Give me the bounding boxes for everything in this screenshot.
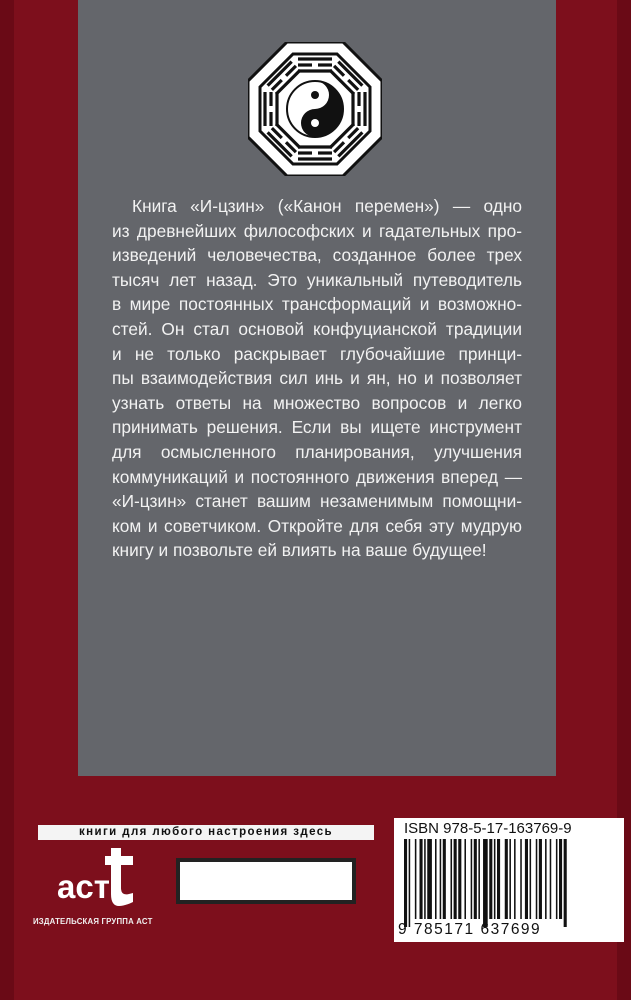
description-line: из древнейших философских и гадательных про- — [112, 220, 522, 241]
description-line: тысяч лет назад. Это уникальный путеводитель — [112, 269, 522, 290]
description-line: для осмысленного планирования, улучшения — [112, 441, 522, 462]
slogan-banner: книги для любого настроения здесь — [38, 825, 374, 840]
description-line: в мире постоянных трансформаций и возможно- — [112, 294, 522, 315]
bagua-yin-yang-icon — [248, 42, 382, 176]
description-line: изведений человечества, созданное более трех — [112, 245, 522, 266]
description-line: и не только раскрывает глубочайшие принци- — [112, 343, 522, 364]
description-line: узнать ответы на множество вопросов и легко — [112, 392, 522, 413]
description-line: пы взаимодействия сил инь и ян, но и позволяет — [112, 368, 522, 389]
barcode-icon — [404, 839, 612, 927]
logo-text: аст — [57, 868, 110, 905]
description-line: Книга «И-цзин» («Канон перемен») — одно — [132, 196, 522, 216]
publisher-name: ИЗДАТЕЛЬСКАЯ ГРУППА АСТ — [33, 917, 153, 926]
price-sticker-box — [176, 858, 356, 904]
description-line: принимать решения. Если вы ищете инструмент — [112, 417, 522, 438]
ast-logo-icon — [55, 848, 141, 912]
book-description — [112, 194, 522, 563]
description-line: ком и советчиком. Откройте для себя эту мудрую — [112, 515, 522, 536]
left-edge-stripe — [0, 0, 14, 1000]
description-line: стей. Он стал основой конфуцианской традиции — [112, 318, 522, 339]
description-line: книгу и позвольте ей влиять на ваше будущее! — [112, 540, 487, 561]
description-line: коммуникаций и постоянного движения вперед — — [112, 466, 522, 487]
isbn-digits: 9 785171 637699 — [398, 921, 542, 938]
description-line: «И-цзин» станет вашим незаменимым помощни- — [112, 491, 522, 512]
isbn-label: ISBN 978-5-17-163769-9 — [404, 820, 572, 837]
isbn-barcode-block — [394, 818, 624, 942]
